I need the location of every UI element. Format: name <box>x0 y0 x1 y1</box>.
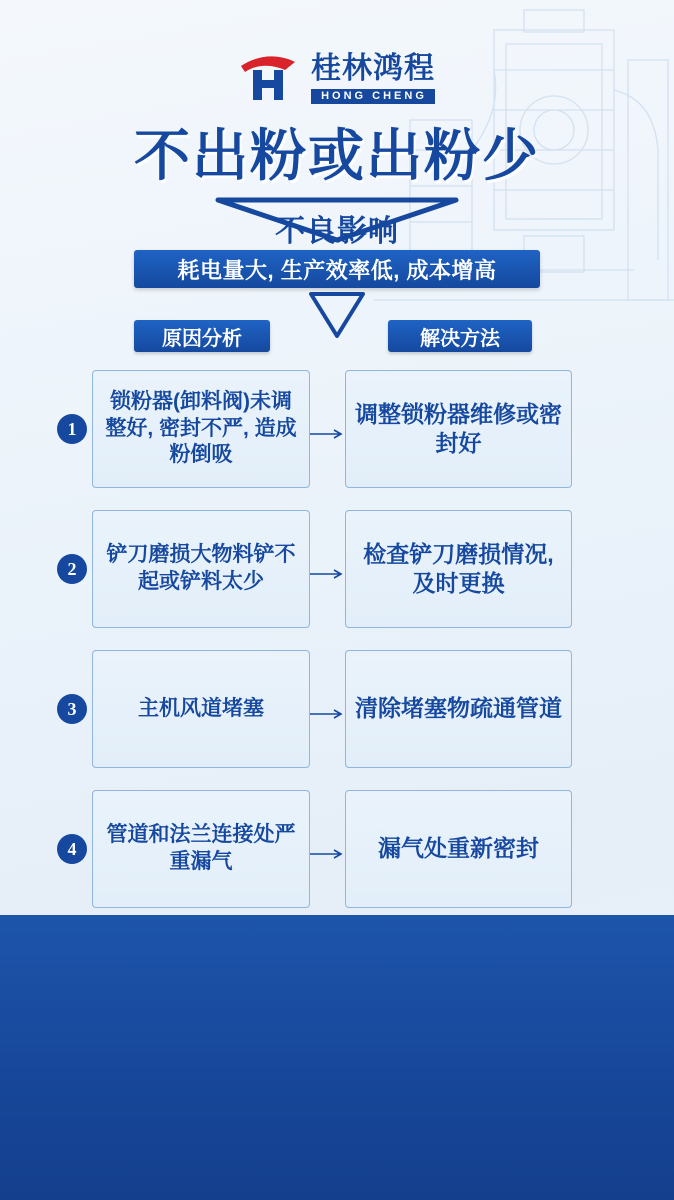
column-header-causes: 原因分析 <box>134 320 270 352</box>
row-number: 2 <box>57 554 87 584</box>
solution-cell <box>345 650 572 768</box>
solution-text: 调整锁粉器维修或密封好 <box>355 400 562 456</box>
arrow-right-icon <box>310 429 346 439</box>
subtitle: 不良影响 <box>275 215 399 248</box>
cause-cell <box>92 510 310 628</box>
arrow-down-icon <box>307 292 367 340</box>
solution-text: 漏气处重新密封 <box>378 835 539 862</box>
solution-cell <box>345 370 572 488</box>
arrow-right-icon <box>310 709 346 719</box>
table-row <box>0 370 674 488</box>
table-row <box>0 790 674 908</box>
page-title: 不出粉或出粉少 <box>134 124 540 187</box>
cause-text: 管道和法兰连接处严重漏气 <box>106 823 296 873</box>
table-row <box>0 510 674 628</box>
brand-logo <box>239 52 435 106</box>
column-header-solutions: 解决方法 <box>388 320 532 352</box>
row-number: 3 <box>57 694 87 724</box>
cause-text: 铲刀磨损大物料铲不起或铲料太少 <box>106 543 296 593</box>
logo-mark-icon <box>239 52 305 106</box>
row-number: 1 <box>57 414 87 444</box>
bottom-band <box>0 915 674 1200</box>
cause-text: 主机风道堵塞 <box>138 696 264 720</box>
cause-cell <box>92 650 310 768</box>
cause-text: 锁粉器(卸料阀)未调整好, 密封不严, 造成粉倒吸 <box>105 389 297 467</box>
cause-cell <box>92 370 310 488</box>
solution-text: 清除堵塞物疏通管道 <box>355 695 562 722</box>
solution-text: 检查铲刀磨损情况, 及时更换 <box>363 540 554 596</box>
cause-cell <box>92 790 310 908</box>
arrow-right-icon <box>310 569 346 579</box>
solution-cell <box>345 790 572 908</box>
solution-cell <box>345 510 572 628</box>
arrow-right-icon <box>310 849 346 859</box>
row-number: 4 <box>57 834 87 864</box>
logo-text-cn: 桂林鸿程 <box>311 52 435 85</box>
logo-text-en: HONG CHENG <box>311 89 435 104</box>
impact-bar: 耗电量大, 生产效率低, 成本增高 <box>134 250 540 288</box>
table-row <box>0 650 674 768</box>
